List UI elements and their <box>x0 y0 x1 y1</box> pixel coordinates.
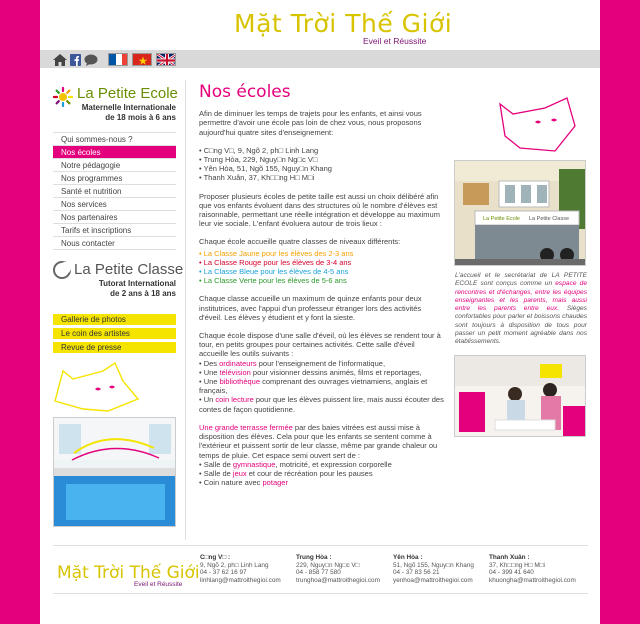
nav-item-qui-sommes-nous[interactable]: Qui sommes-nous ? <box>53 133 176 146</box>
nav-item-tarifs[interactable]: Tarifs et inscriptions <box>53 224 176 237</box>
footer-address-line: 9, Ngõ 2, ph□ Linh Lang <box>200 561 269 569</box>
tutoring-age-range: de 2 ans à 18 ans <box>110 289 176 298</box>
footer-address-thanh-xuan <box>489 554 576 584</box>
sun-icon <box>53 87 73 112</box>
toolbar <box>40 50 600 68</box>
footer-address-line: 229, Nguy□n Ng□c V□ <box>296 561 360 569</box>
facebook-icon[interactable] <box>70 53 81 65</box>
intro-paragraph: Afin de diminuer les temps de trajets pour les enfants, et ainsi vous permettre d'avoir une école pas loin de chez vous, nous proposons aujourd'hui quatre sites d'enseignement: <box>199 109 422 137</box>
main-content <box>199 82 444 496</box>
list-item: • Des ordinateurs pour l'enseignement de l'informatique, <box>199 359 444 368</box>
footer-divider <box>53 545 588 546</box>
footer-phone: 04 - 37 62 16 97 <box>200 569 247 577</box>
right-column <box>454 160 588 437</box>
footer-address-title: C□ng V□ : <box>200 554 231 561</box>
footer-phone: 04 - 399 41 640 <box>489 569 534 577</box>
footer-address-title: Thanh Xuân : <box>489 554 530 561</box>
tutoring-subtitle: Tutorat International <box>98 279 176 288</box>
press-link[interactable]: Revue de presse <box>53 342 176 353</box>
footer-tagline: Eveil et Réussite <box>134 581 183 588</box>
list-item: • Une télévision pour visionner dessins animés, films et reportages, <box>199 368 444 377</box>
footer-email-link[interactable]: linhlang@mattroithegioi.com <box>200 576 281 584</box>
school-age-range: de 18 mois à 6 ans <box>105 113 176 122</box>
header <box>40 0 600 50</box>
page <box>40 0 600 624</box>
footer-address-yen-hoa <box>393 554 474 584</box>
site-tagline: Eveil et Réussite <box>363 36 427 46</box>
footer-email-link[interactable]: yenhoa@mattroithegioi.com <box>393 576 473 584</box>
cat-doodle-illustration <box>495 96 585 161</box>
la-petite-classe-logo[interactable] <box>53 260 184 304</box>
school-building-photo <box>454 160 586 266</box>
gallery-link[interactable]: Gallerie de photos <box>53 314 176 325</box>
nav-item-nos-ecoles[interactable]: Nos écoles <box>53 146 176 159</box>
footer-address-trung-hoa <box>296 554 380 584</box>
home-icon[interactable] <box>53 53 67 65</box>
footer-address-line: 51, Ngõ 155, Nguy□n Khang <box>393 561 474 569</box>
tools-list <box>199 359 444 414</box>
classroom-photo <box>53 417 176 527</box>
building-sign-classe: La Petite Classe <box>529 216 570 222</box>
footer-address-line: 37, Kh□□ng H□ M□i <box>489 561 545 569</box>
class-green-item: • La Classe Verte pour les élèves de 5-6 ans <box>199 276 444 285</box>
list-item: • Un coin lecture pour que les élèves puissent lire, mais aussi écouter des contes de façon quotidienne. <box>199 395 444 413</box>
paragraph: Chaque classe accueille un maximum de quinze enfants pour deux institutrices, avec l'appui d'un professeur étranger lors des activités d'éveil. Les élèves y étudient et y font la sieste. <box>199 294 422 322</box>
terrace-list <box>199 460 444 488</box>
paragraph: Proposer plusieurs écoles de petite taille est aussi un choix délibéré afin que vos enfants évoluent dans des structures où le nombre d'élèves est raisonnable, permettant une réelle intégration et développe au maximum leur vie sociale. L'enfant évoluera autour de trois lieux : <box>199 191 440 229</box>
school-subtitle: Maternelle Internationale <box>81 103 176 112</box>
footer-logo[interactable]: Mặt Trời Thế Giới <box>57 563 200 583</box>
flag-uk-icon[interactable] <box>156 53 176 66</box>
moon-icon <box>53 261 71 284</box>
site-title: Mặt Trời Thế Giới <box>234 9 453 38</box>
list-item: • Salle de gymnastique, motricité, et expression corporelle <box>199 460 444 469</box>
class-blue-item: • La Classe Bleue pour les élèves de 4-5 ans <box>199 267 444 276</box>
reception-photo <box>454 355 586 437</box>
artists-link[interactable]: Le coin des artistes <box>53 328 176 339</box>
page-title: Nos écoles <box>199 82 291 102</box>
classes-list <box>199 249 444 286</box>
chat-icon[interactable] <box>84 53 98 65</box>
nav-item-contact[interactable]: Nous contacter <box>53 237 176 250</box>
list-item: • Une bibliothèque comprenant des ouvrages vietnamiens, anglais et français, <box>199 377 444 395</box>
footer-address-title: Yên Hòa : <box>393 554 423 561</box>
class-yellow-item: • La Classe Jaune pour les élèves des 2-3 ans <box>199 249 444 258</box>
footer-phone: 04 - 37 83 56 21 <box>393 569 440 577</box>
paragraph: Chaque école dispose d'une salle d'éveil, où les élèves se rendent tour à tour, en petits groupes pour certaines activités. Cette salle d'éveil accueille les outils suivants : <box>199 331 441 359</box>
building-sign-ecole: La Petite Ecole <box>483 216 520 222</box>
tutoring-name: La Petite Classe <box>74 261 184 278</box>
flag-france-icon[interactable] <box>108 53 128 66</box>
class-red-item: • La Classe Rouge pour les élèves de 3-4 ans <box>199 258 444 267</box>
footer-email-link[interactable]: khuongha@mattroithegioi.com <box>489 576 576 584</box>
cat-doodle-illustration <box>53 361 176 413</box>
paragraph: Chaque école accueille quatre classes de niveaux différents: <box>199 237 401 247</box>
nav-item-services[interactable]: Nos services <box>53 198 176 211</box>
column-divider <box>185 80 186 540</box>
footer-address-cong-vi <box>200 554 281 584</box>
list-item: • Salle de jeux et cour de récréation pour les pauses <box>199 469 444 478</box>
list-item: • Thanh Xuân, 37, Kh□□ng H□ M□i <box>199 173 444 182</box>
footer-divider <box>53 593 588 594</box>
footer-address-title: Trung Hòa : <box>296 554 332 561</box>
sites-list <box>199 146 444 183</box>
la-petite-ecole-logo[interactable] <box>53 84 176 124</box>
footer <box>40 545 600 624</box>
welcome-caption: L'accueil et le secrétariat de LA PETITE ECOLE sont conçus comme un espace de rencontres et d'échanges, entre les équipes enseignantes et les parents, mais aussi entre les parents entre eux. Sièges confortables pour parler et boissons chaudes sont toujours à disposition de tous pour passer un petit moment agréable dans nos établissements. <box>455 272 587 346</box>
extra-links <box>53 314 176 353</box>
nav-item-partenaires[interactable]: Nos partenaires <box>53 211 176 224</box>
list-item: • Coin nature avec potager <box>199 478 444 487</box>
nav-item-sante[interactable]: Santé et nutrition <box>53 185 176 198</box>
nav-item-pedagogie[interactable]: Notre pédagogie <box>53 159 176 172</box>
list-item: • C□ng V□, 9, Ngõ 2, ph□ Linh Lang <box>199 146 444 155</box>
nav-item-programmes[interactable]: Nos programmes <box>53 172 176 185</box>
list-item: • Trung Hòa, 229, Nguy□n Ng□c V□ <box>199 155 444 164</box>
list-item: • Yên Hòa, 51, Ngõ 155, Nguy□n Khang <box>199 164 444 173</box>
main-nav <box>53 132 176 250</box>
flag-vietnam-icon[interactable] <box>132 53 152 66</box>
school-name: La Petite Ecole <box>77 85 178 102</box>
footer-email-link[interactable]: trunghoa@mattroithegioi.com <box>296 576 380 584</box>
footer-phone: 04 - 858 77 580 <box>296 569 341 577</box>
paragraph: Une grande terrasse fermée par des baies vitrées est aussi mise à disposition des élèves. Cela pour que les enfants se sentent comme à l'extérieur et puissent sortir de leur classe, même par grande chaleur ou temps de pluie. Cet espace semi ouvert sert de : <box>199 422 438 460</box>
sidebar <box>53 84 184 527</box>
